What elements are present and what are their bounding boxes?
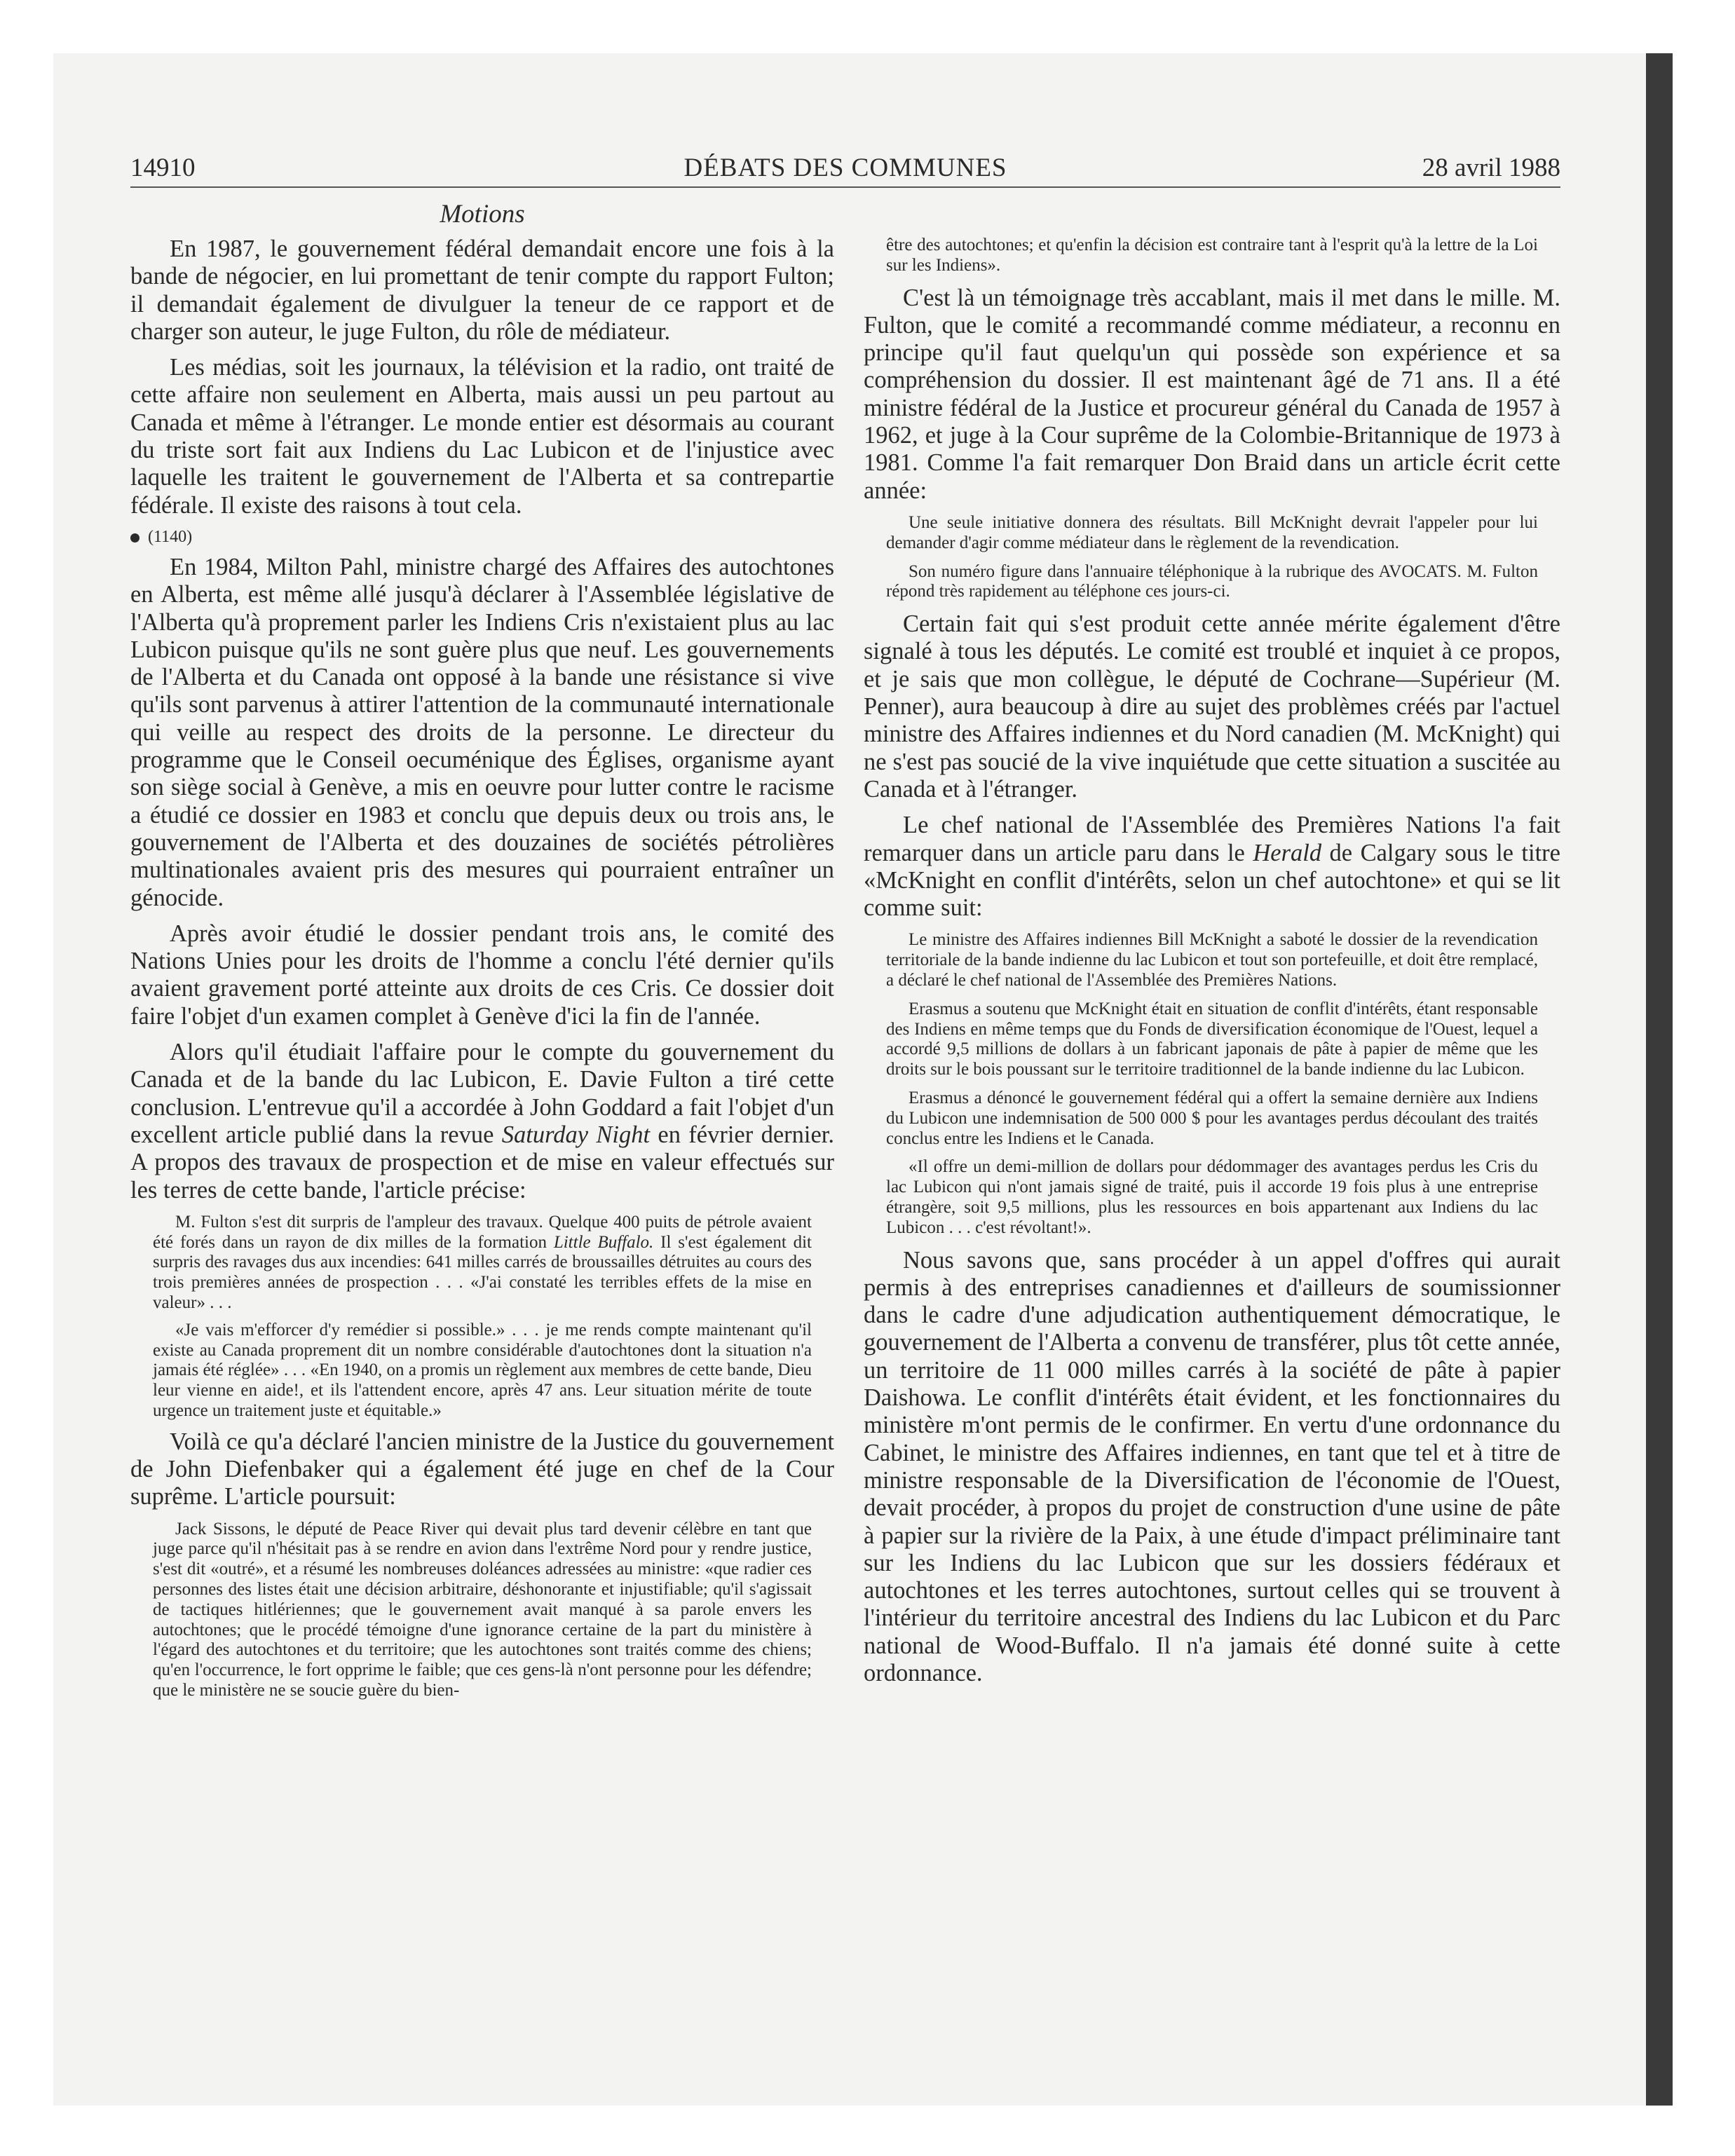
section-title: Motions (440, 200, 525, 228)
paragraph-text: de Calgary sous le titre «McKnight en conflit d'intérêts, selon un chef autochtone» et qui se lit comme suit: (864, 839, 1560, 922)
block-quote: Erasmus a soutenu que McKnight était en situation de conflit d'intérêts, étant responsable des Indiens en même temps que du Fonds de diversification économique de l'Ouest, lequel a accordé 9,5 millions de dollars à un fabricant japonais de pâte à papier de même que les droits sur le bois poussant sur le territoire traditionnel de la bande indienne du lac Lubicon. (886, 999, 1538, 1079)
block-quote: «Je vais m'efforcer d'y remédier si possible.» . . . je me rends compte maintenant qu'il existe au Canada proprement dit un nombre considérable d'autochtones dont la situation n'a jamais été réglée» . . . «En 1940, on a promis un règlement aux membres de cette bande, Dieu leur vienne en aide!, et ils l'attendent encore, après 47 ans. Leur situation mérite de toute urgence un traitement juste et équitable.» (153, 1320, 812, 1420)
block-quote: Le ministre des Affaires indiennes Bill McKnight a saboté le dossier de la revendication territoriale de la bande indienne du lac Lubicon et tout son portefeuille, et doit être remplacé, a déclaré le chef national de l'Assemblée des Premières Nations. (886, 930, 1538, 990)
block-quote: Une seule initiative donnera des résultats. Bill McKnight devrait l'appeler pour lui demander d'agir comme médiateur dans le règlement de la revendication. (886, 512, 1538, 552)
magazine-title: Saturday Night (501, 1121, 651, 1148)
quote-text: M. Fulton s'est dit surpris de l'ampleur des travaux. Quelque 400 puits de pétrole avaient été forés dans un rayon de dix milles de la formation (153, 1212, 812, 1252)
paragraph: Les médias, soit les journaux, la télévision et la radio, ont traité de cette affaire non seulement en Alberta, mais aussi un peu partout au Canada et même à l'étranger. Le monde entier est désormais au courant du triste sort fait aux Indiens du Lac Lubicon et de l'injustice avec laquelle les traitent le gouvernement de l'Alberta et sa contrepartie fédérale. Il existe des raisons à tout cela. (130, 354, 834, 519)
quote-text: Il s'est également dit surpris des ravages dus aux incendies: 641 milles carrés de broussailles détruites au cours des trois premières années de prospection . . . «J'ai constaté les terribles effets de la mise en valeur» . . . (153, 1232, 812, 1312)
scan-edge (1646, 53, 1673, 2106)
publication-date: 28 avril 1988 (1422, 153, 1560, 182)
paragraph: En 1984, Milton Pahl, ministre chargé des Affaires des autochtones en Alberta, est même allé jusqu'à déclarer à l'Assemblée législative de l'Alberta qu'à proprement parler les Indiens Cris n'existaient plus au lac Lubicon puisque qu'ils ne sont guère plus que neuf. Les gouvernements de l'Alberta et du Canada ont opposé à la bande une résistance si vive qu'ils sont parvenus à attirer l'attention de la communauté internationale qui veille au respect des droits de la personne. Le directeur du programme que le Conseil oecuménique des Églises, organisme ayant son siège social à Genève, a mis en oeuvre pour lutter contre le racisme a étudié ce dossier en 1983 et conclu que depuis deux ou trois ans, le gouvernement de l'Alberta et des douzaines de sociétés pétrolières multinationales avaient pris des mesures qui pourraient entraîner un génocide. (130, 553, 834, 911)
paragraph: Après avoir étudié le dossier pendant trois ans, le comité des Nations Unies pour les droits de l'homme a conclu l'été dernier qu'ils avaient gravement porté atteinte aux droits de ces Cris. Ce dossier doit faire l'objet d'un examen complet à Genève d'ici la fin de l'année. (130, 920, 834, 1030)
right-column (864, 236, 1560, 1696)
time-marker-text: (1140) (148, 527, 193, 546)
publication-title: DÉBATS DES COMMUNES (683, 153, 1007, 182)
block-quote: Jack Sissons, le député de Peace River qui devait plus tard devenir célèbre en tant que juge parce qu'il n'hésitait pas à se rendre en avion dans l'extrême Nord pour y rendre justice, s'est dit «outré», et a résumé les nombreuses doléances adressées au ministre: «que radier ces personnes des listes était une décision arbitraire, déshonorante et injustifiable; qu'il s'agissait de tactiques hitlériennes; que le gouvernement avait manqué à sa parole envers les autochtones; que le procédé témoigne d'une ignorance certaine de la part du ministère à l'égard des autochtones et du territoire; que les autochtones sont traités comme des chiens; qu'en l'occurrence, le fort opprime le faible; que ces gens-là n'ont personne pour les défendre; que le ministère ne se soucie guère du bien- (153, 1519, 812, 1700)
block-quote (153, 1213, 812, 1314)
time-marker (130, 528, 834, 547)
paragraph: Voilà ce qu'a déclaré l'ancien ministre de la Justice du gouvernement de John Diefenbaker qui a également été juge en chef de la Cour suprême. L'article poursuit: (130, 1428, 834, 1510)
paragraph: Nous savons que, sans procéder à un appel d'offres qui aurait permis à des entreprises canadiennes et d'ailleurs de soumissionner dans le cadre d'une adjudication authentiquement démocratique, le gouvernement de l'Alberta a convenu de transférer, plus tôt cette année, un territoire de 11 000 milles carrés à la société de pâte à papier Daishowa. Le conflit d'intérêts était évident, et les fonctionnaires du ministère m'ont permis de le confirmer. En vertu d'une ordonnance du Cabinet, le ministre des Affaires indiennes, en tant que tel et à titre de ministre responsable de la Diversification de l'économie de l'Ouest, devait procéder, à propos du projet de construction d'une usine de pâte à papier sur la rivière de la Paix, à une étude d'impact préliminaire tant sur les Indiens du lac Lubicon que sur les dossiers fédéraux et autochtones et les terres autochtones, surtout celles qui se trouvent à l'intérieur du territoire ancestral des Indiens du lac Lubicon et du Parc national de Wood-Buffalo. Il n'a jamais été donné suite à cette ordonnance. (864, 1246, 1560, 1687)
block-quote: Erasmus a dénoncé le gouvernement fédéral qui a offert la semaine dernière aux Indiens du Lubicon une indemnisation de 500 000 $ pour les avantages perdus découlant des traités conclus entre les Indiens et le Canada. (886, 1089, 1538, 1148)
paragraph (864, 812, 1560, 922)
paragraph: En 1987, le gouvernement fédéral demandait encore une fois à la bande de négocier, en lui promettant de tenir compte du rapport Fulton; il demandait également de divulguer la teneur de ce rapport et de charger son auteur, le juge Fulton, du rôle de médiateur. (130, 236, 834, 345)
block-quote-continued: être des autochtones; et qu'enfin la décision est contraire tant à l'esprit qu'à la lettre de la Loi sur les Indiens». (886, 236, 1538, 275)
newspaper-title: Herald (1253, 839, 1322, 866)
block-quote: «Il offre un demi-million de dollars pour dédommager des avantages perdus les Cris du lac Lubicon qui n'ont jamais signé de traité, puis il accorde 19 fois plus à une entreprise étrangère, soit 9,5 millions, plus les ressources en bois appartenant aux Indiens du lac Lubicon . . . c'est révoltant!». (886, 1157, 1538, 1237)
paragraph (130, 1039, 834, 1204)
paragraph: Certain fait qui s'est produit cette année mérite également d'être signalé à tous les députés. Le comité est troublé et inquiet à ce propos, et je sais que mon collègue, le député de Cochrane—Supérieur (M. Penner), aura beaucoup à dire au sujet des problèmes créés par l'actuel ministre des Affaires indiennes et du Nord canadien (M. McKnight) qui ne s'est pas soucié de la vive inquiétude que cette situation a suscitée au Canada et à l'étranger. (864, 610, 1560, 803)
paragraph-text: Le chef national de l'Assemblée des Premières Nations l'a fait remarquer dans un article paru dans le (864, 812, 1560, 866)
paragraph-text: Alors qu'il étudiait l'affaire pour le compte du gouvernement du Canada et de la bande du lac Lubicon, E. Davie Fulton a tiré cette conclusion. L'entrevue qu'il a accordée à John Goddard a fait l'objet d'un excellent article publié dans la revue (130, 1039, 834, 1148)
page-number: 14910 (130, 153, 196, 182)
paragraph-text: en février dernier. A propos des travaux de prospection et de mise en valeur effectués sur les terres de cette bande, l'article précise: (130, 1121, 834, 1203)
place-name: Little Buffalo. (553, 1232, 654, 1252)
left-column (130, 236, 834, 1708)
paragraph: C'est là un témoignage très accablant, mais il met dans le mille. M. Fulton, que le comité a recommandé comme médiateur, a reconnu en principe qu'il faut quelqu'un qui possède son expérience et sa compréhension du dossier. Il est maintenant âgé de 71 ans. Il a été ministre fédéral de la Justice et procureur général du Canada de 1957 à 1962, et juge à la Cour suprême de la Colombie-Britannique de 1973 à 1981. Comme l'a fait remarquer Don Braid dans un article écrit cette année: (864, 284, 1560, 504)
bullet-icon (130, 533, 140, 543)
block-quote: Son numéro figure dans l'annuaire téléphonique à la rubrique des AVOCATS. M. Fulton répond très rapidement au téléphone ces jours-ci. (886, 561, 1538, 601)
page-header (130, 153, 1560, 188)
header-rule (130, 186, 1560, 188)
